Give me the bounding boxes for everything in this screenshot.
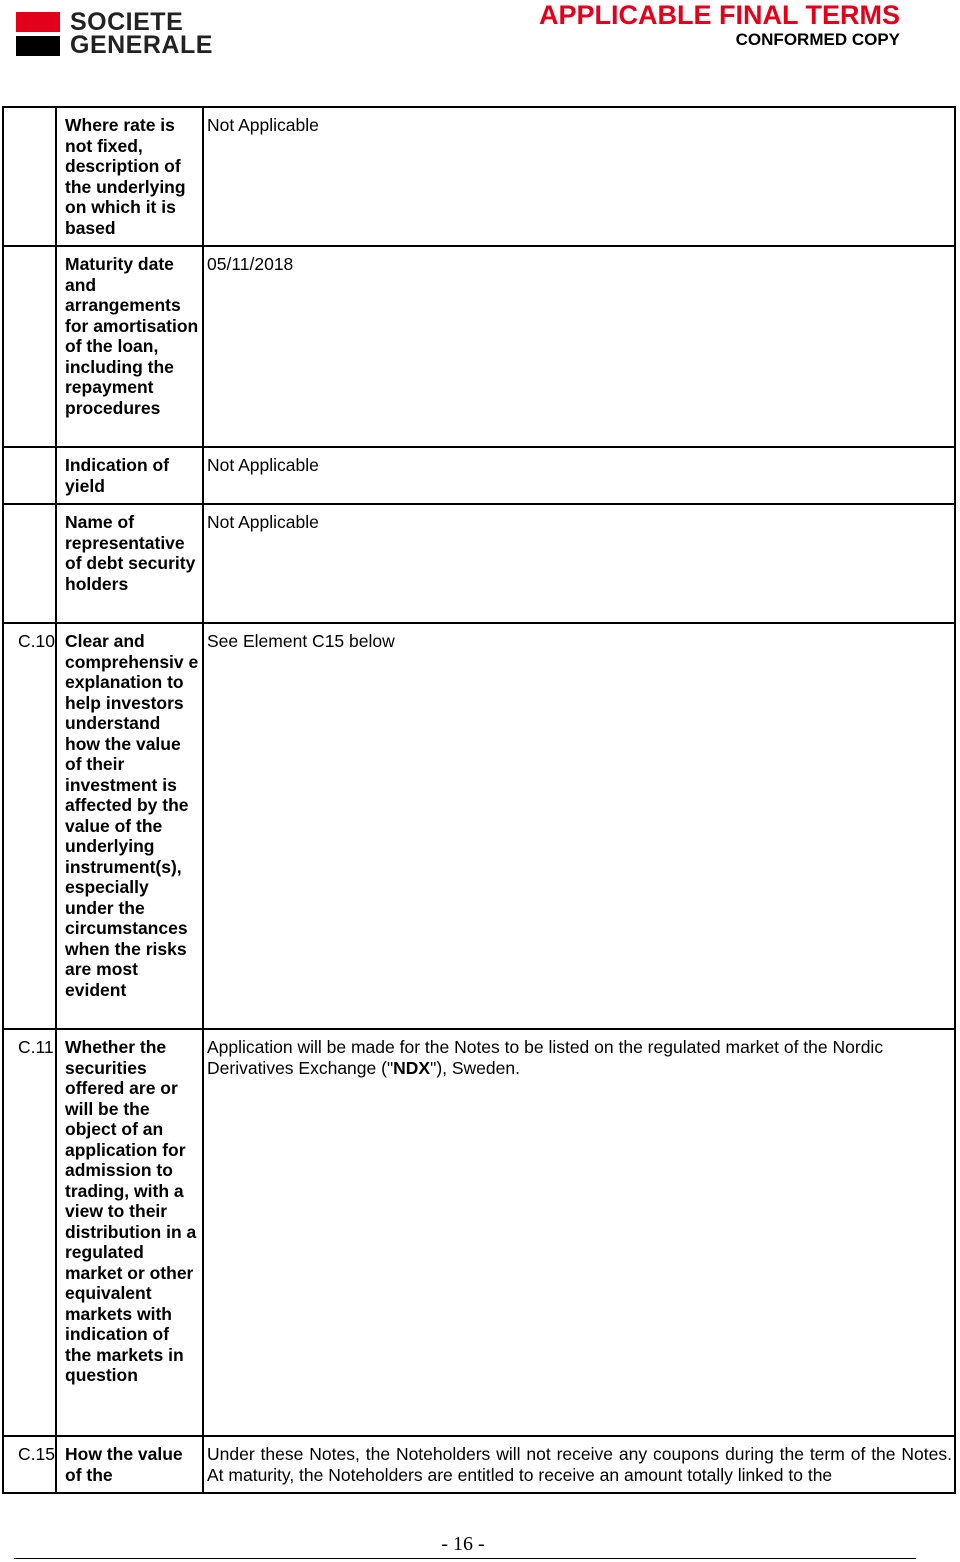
element-value: Not Applicable — [203, 504, 955, 623]
element-value: 05/11/2018 — [203, 246, 955, 447]
element-code: C.10 — [3, 623, 56, 1029]
table-row — [3, 447, 955, 504]
element-code — [3, 246, 56, 447]
summary-table — [2, 106, 956, 1494]
table-row — [3, 504, 955, 623]
element-code — [3, 447, 56, 504]
table-row — [3, 246, 955, 447]
document-title: APPLICABLE FINAL TERMS — [538, 0, 900, 30]
element-value: Not Applicable — [203, 107, 955, 246]
element-code: C.15 — [3, 1436, 56, 1493]
table-row — [3, 1436, 955, 1493]
element-value: See Element C15 below — [203, 623, 955, 1029]
logo-mark-icon — [16, 12, 60, 56]
societe-generale-logo — [16, 10, 246, 60]
brand-line-1: SOCIETE — [70, 8, 184, 36]
brand-line-2: GENERALE — [70, 31, 213, 59]
element-label: Name of representative of debt security holders — [56, 504, 203, 623]
table-row — [3, 107, 955, 246]
footer-divider — [14, 1558, 916, 1559]
element-label: Indication of yield — [56, 447, 203, 504]
value-text: Application will be made for the Notes to be listed on the regulated market of the Nordic Derivatives Exchange (" — [207, 1037, 884, 1078]
page-number: - 16 - — [441, 1533, 485, 1555]
table-row — [3, 623, 955, 1029]
element-label: Maturity date and arrangements for amortisation of the loan, including the repayment procedures — [56, 246, 203, 447]
element-label: Whether the securities offered are or will be the object of an application for admission to trading, with a view to their distribution in a regulated market or other equivalent markets with indication of the markets in question — [56, 1029, 203, 1436]
element-label: Where rate is not fixed, description of the underlying on which it is based — [56, 107, 203, 246]
element-code — [3, 107, 56, 246]
element-label: How the value of the — [56, 1436, 203, 1493]
element-value: Under these Notes, the Noteholders will not receive any coupons during the term of the Notes. At maturity, the Noteholders are entitled to receive an amount totally linked to the — [203, 1436, 955, 1493]
logo-wordmark — [70, 8, 250, 59]
element-code: C.11 — [3, 1029, 56, 1436]
element-code — [3, 504, 56, 623]
table-row — [3, 1029, 955, 1436]
element-label: Clear and comprehensiv e explanation to help investors understand how the value of their investment is affected by the value of the underlying instrument(s), especially under the circumstances when the risks are most evident — [56, 623, 203, 1029]
element-value: Not Applicable — [203, 447, 955, 504]
document-subtitle: CONFORMED COPY — [735, 30, 900, 49]
value-text-bold: NDX — [393, 1057, 431, 1078]
element-value — [203, 1029, 955, 1436]
value-text: "), Sweden. — [430, 1057, 520, 1078]
document-header — [539, 0, 900, 50]
